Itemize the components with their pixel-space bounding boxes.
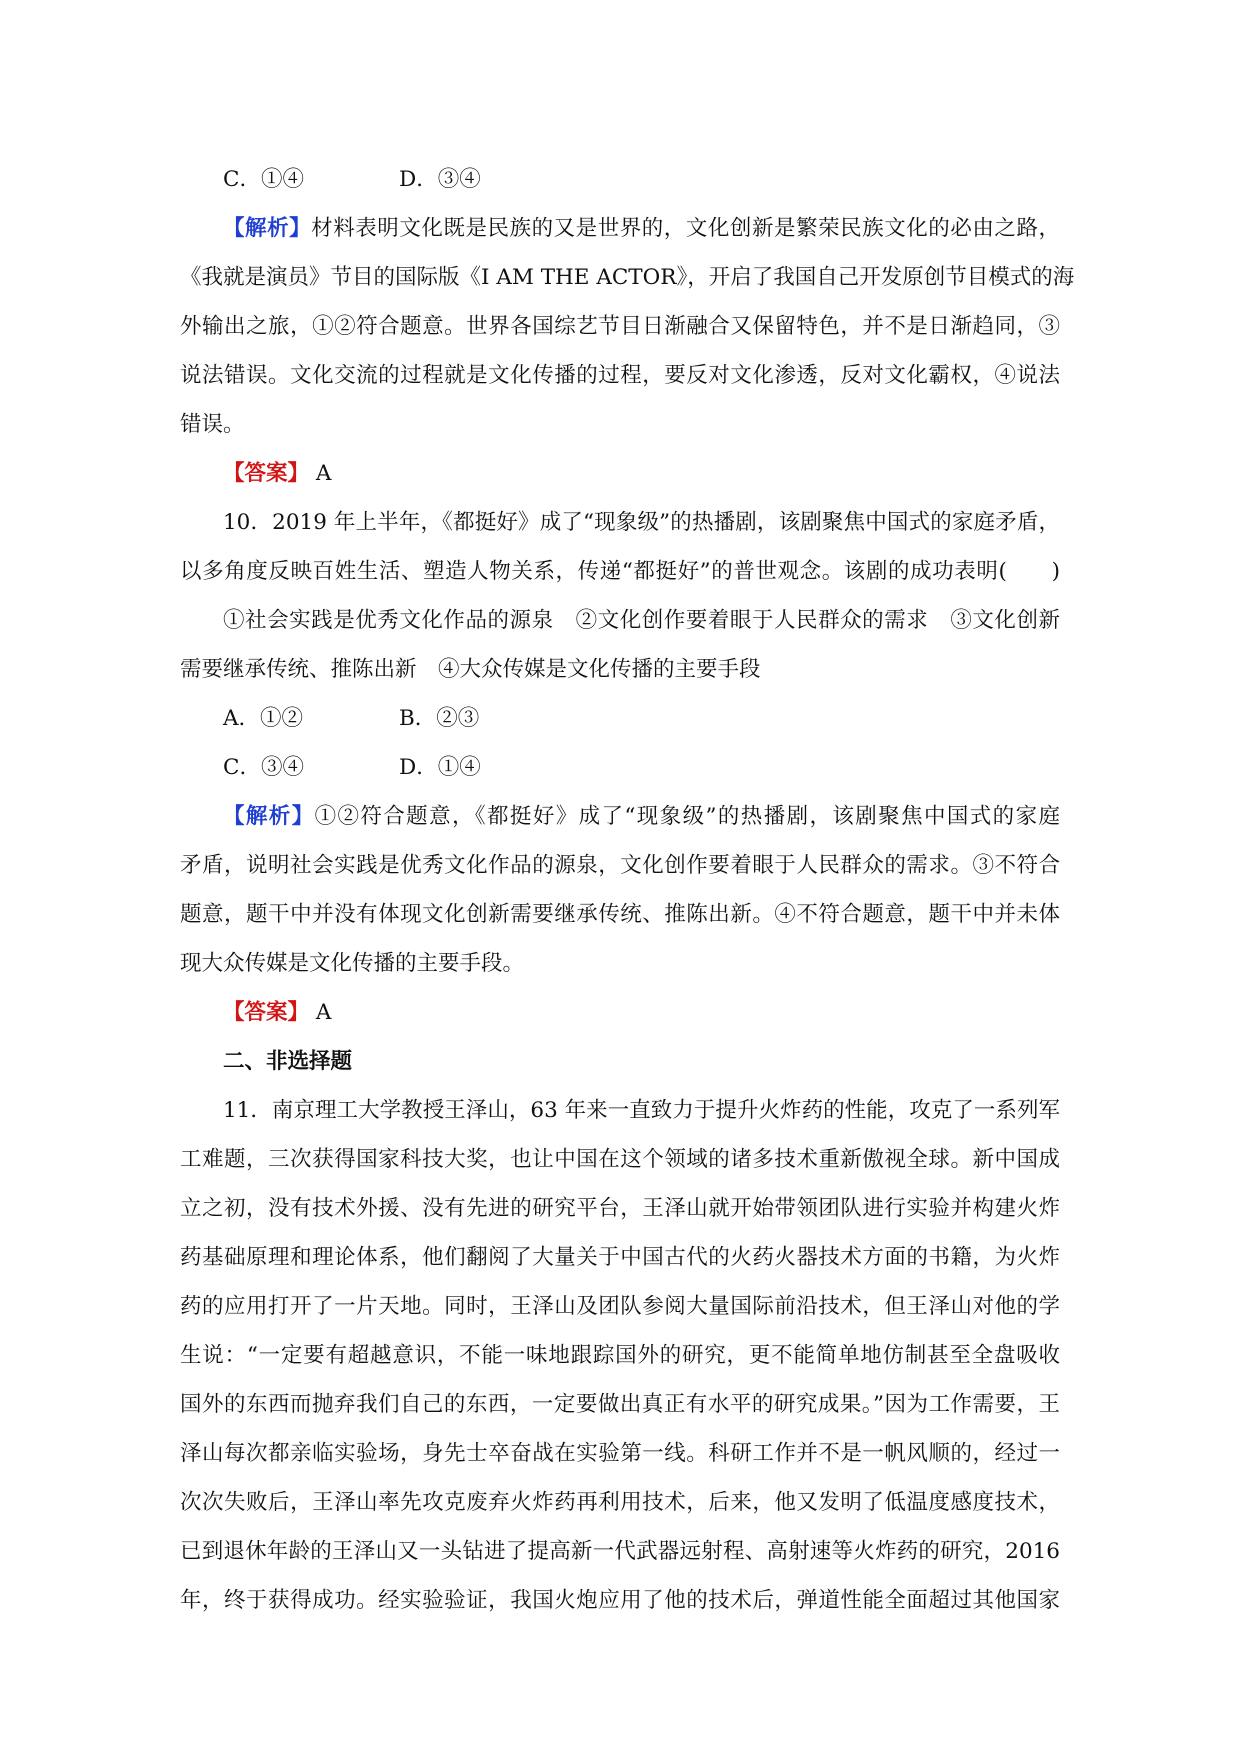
q10-stem-line-1: 10．2019 年上半年，《都挺好》成了“现象级”的热播剧，该剧聚焦中国式的家庭矛盾， bbox=[223, 510, 1060, 535]
q9-options-cd bbox=[180, 155, 1060, 204]
q10-analysis-line-2: 矛盾，说明社会实践是优秀文化作品的源泉，文化创作要着眼于人民群众的需求。③不符合 bbox=[180, 853, 1060, 878]
q10-statement-line-2: 需要继承传统、推陈出新 ④大众传媒是文化传播的主要手段 bbox=[180, 657, 761, 682]
q9-analysis-line-2: 《我就是演员》节目的国际版《I AM THE ACTOR》，开启了我国自己开发原创节目模式的海 bbox=[180, 265, 1075, 290]
q11-line-9: 次次失败后，王泽山率先攻克废弃火炸药再利用技术，后来，他又发明了低温度感度技术， bbox=[180, 1490, 1060, 1515]
q10-options-ab bbox=[180, 694, 1060, 743]
q11-line-5: 药的应用打开了一片天地。同时，王泽山及团队参阅大量国际前沿技术，但王泽山对他的学 bbox=[180, 1294, 1060, 1319]
q9-analysis-tag: 【解析】 bbox=[223, 216, 312, 241]
q9-analysis-line-3: 外输出之旅，①②符合题意。世界各国综艺节目日渐融合又保留特色，并不是日渐趋同，③ bbox=[180, 314, 1060, 339]
q10-statement-line-1: ①社会实践是优秀文化作品的源泉 ②文化创作要着眼于人民群众的需求 ③文化创新 bbox=[223, 608, 1060, 633]
q9-analysis-line-4: 说法错误。文化交流的过程就是文化传播的过程，要反对文化渗透，反对文化霸权，④说法 bbox=[180, 363, 1060, 388]
q11-line-4: 药基础原理和理论体系，他们翻阅了大量关于中国古代的火药火器技术方面的书籍，为火炸 bbox=[180, 1245, 1060, 1270]
q11-line-8: 泽山每次都亲临实验场，身先士卒奋战在实验第一线。科研工作并不是一帆风顺的，经过一 bbox=[180, 1441, 1060, 1466]
q11-line-2: 工难题，三次获得国家科技大奖，也让中国在这个领域的诸多技术重新傲视全球。新中国成 bbox=[180, 1147, 1060, 1172]
q11-line-11: 年，终于获得成功。经实验验证，我国火炮应用了他的技术后，弹道性能全面超过其他国家 bbox=[180, 1588, 1060, 1613]
q11-line-7: 国外的东西而抛弃我们自己的东西，一定要做出真正有水平的研究成果。”因为工作需要，王 bbox=[180, 1392, 1060, 1417]
q10-option-c: C．③④ bbox=[223, 755, 304, 780]
q11-line-3: 立之初，没有技术外援、没有先进的研究平台，王泽山就开始带领团队进行实验并构建火炸 bbox=[180, 1196, 1060, 1221]
q10-answer-tag: 【答案】 bbox=[223, 1000, 310, 1025]
q10-option-b: B．②③ bbox=[399, 706, 480, 731]
q10-option-a: A．①② bbox=[223, 706, 304, 731]
q10-options-cd bbox=[180, 743, 1060, 792]
q11-line-10: 已到退休年龄的王泽山又一头钻进了提高新一代武器远射程、高射速等火炸药的研究，2016 bbox=[180, 1539, 1060, 1564]
q10-analysis-text: ①②符合题意，《都挺好》成了“现象级”的热播剧，该剧聚焦中国式的家庭 bbox=[314, 804, 1060, 829]
q9-answer-value: A bbox=[315, 461, 332, 486]
q11-line-6: 生说：“一定要有超越意识，不能一味地跟踪国外的研究，更不能简单地仿制甚至全盘吸收 bbox=[180, 1343, 1060, 1368]
document-page bbox=[180, 155, 1075, 1625]
q9-answer-tag: 【答案】 bbox=[223, 461, 310, 486]
q10-answer-value: A bbox=[315, 1000, 332, 1025]
q10-analysis-line-4: 现大众传媒是文化传播的主要手段。 bbox=[180, 951, 525, 976]
q9-option-d: D．③④ bbox=[399, 167, 481, 192]
q9-analysis-line-5: 错误。 bbox=[180, 412, 245, 437]
q10-analysis-line-3: 题意，题干中并没有体现文化创新需要继承传统、推陈出新。④不符合题意，题干中并未体 bbox=[180, 902, 1060, 927]
q9-answer bbox=[180, 449, 1060, 498]
q10-option-d: D．①④ bbox=[399, 755, 481, 780]
q10-stem-line-2: 以多角度反映百姓生活、塑造人物关系，传递“都挺好”的普世观念。该剧的成功表明( ) bbox=[180, 559, 1060, 584]
q10-answer bbox=[180, 988, 1060, 1037]
q9-analysis-line-1 bbox=[180, 204, 1060, 253]
q9-analysis-text: 材料表明文化既是民族的又是世界的，文化创新是繁荣民族文化的必由之路， bbox=[311, 216, 1060, 241]
section-title: 二、非选择题 bbox=[223, 1049, 353, 1074]
q10-analysis-tag: 【解析】 bbox=[223, 804, 315, 829]
q11-line-1: 11．南京理工大学教授王泽山，63 年来一直致力于提升火炸药的性能，攻克了一系列军 bbox=[223, 1098, 1060, 1123]
q9-option-c: C．①④ bbox=[223, 167, 304, 192]
q10-analysis-line-1 bbox=[180, 792, 1060, 841]
